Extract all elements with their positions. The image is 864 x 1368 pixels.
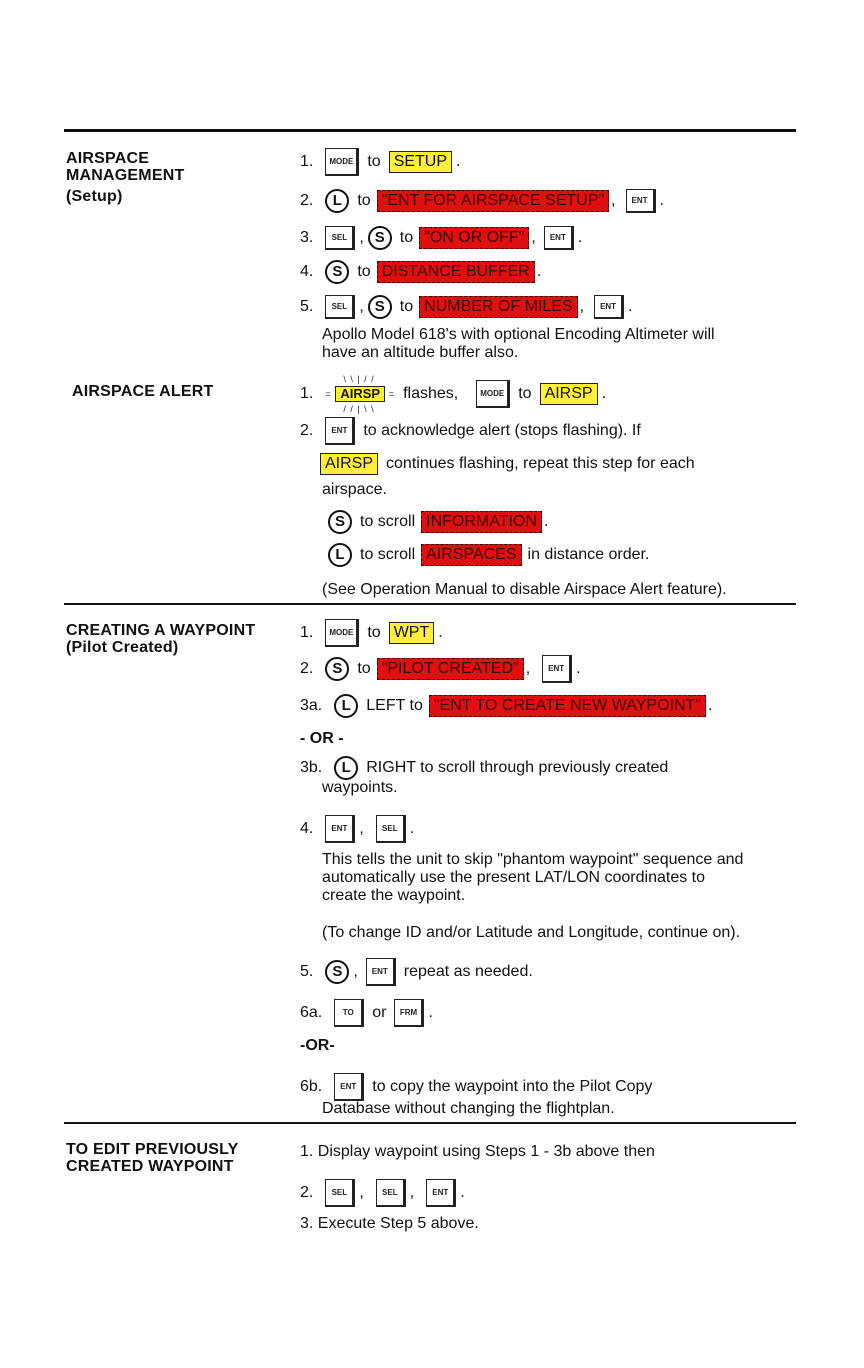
aa-continue-line: [320, 453, 699, 475]
sel-key[interactable]: SEL: [376, 815, 406, 843]
acknowledge-text: to acknowledge alert (stops flashing). If: [363, 422, 641, 439]
am-step-5: [300, 295, 633, 319]
period: .: [456, 153, 461, 170]
cw-step-1: [300, 619, 443, 647]
right-scroll-text: RIGHT to scroll through previously created: [366, 759, 669, 776]
aa-scroll-s: [328, 510, 548, 534]
step-number: 2.: [300, 660, 314, 677]
to-text: to: [399, 229, 414, 246]
step-number: 3a.: [300, 697, 323, 714]
am-step-2: [300, 189, 664, 213]
creating-waypoint-subtitle: (Pilot Created): [66, 639, 179, 656]
mode-key[interactable]: MODE: [476, 380, 510, 408]
ent-to-create-new-waypoint-display: "ENT TO CREATE NEW WAYPOINT": [429, 695, 706, 717]
cw-or-1: - OR -: [300, 730, 344, 747]
step-number: 1.: [300, 153, 314, 170]
copy-waypoint-text: to copy the waypoint into the Pilot Copy: [372, 1078, 653, 1095]
comma: ,: [531, 229, 536, 246]
pilot-created-display: "PILOT CREATED": [377, 658, 524, 680]
information-display: INFORMATION: [421, 511, 542, 533]
step-number: 6b.: [300, 1078, 323, 1095]
period: .: [707, 697, 713, 714]
setup-display: SETUP: [389, 151, 452, 173]
ent-key[interactable]: ENT: [542, 655, 572, 683]
creating-waypoint-heading: [66, 622, 296, 656]
airspace-alert-title: AIRSPACE ALERT: [72, 383, 214, 400]
ent-key[interactable]: ENT: [426, 1179, 456, 1207]
small-knob[interactable]: S: [325, 657, 349, 681]
comma: ,: [611, 192, 616, 209]
or-text: or: [372, 1004, 387, 1021]
wpt-display: WPT: [389, 622, 435, 644]
sel-key[interactable]: SEL: [376, 1179, 406, 1207]
step-number: 2.: [300, 1184, 314, 1201]
period: .: [577, 229, 583, 246]
ent-key[interactable]: ENT: [626, 189, 656, 213]
cw-step-6b-line-2: Database without changing the flightplan.: [322, 1100, 615, 1117]
comma: ,: [579, 298, 585, 315]
ent-key[interactable]: ENT: [325, 815, 355, 843]
cw-note-line-4: (To change ID and/or Latitude and Longitude, continue on).: [322, 924, 741, 941]
step-number: 4.: [300, 263, 314, 280]
ent-key[interactable]: ENT: [325, 417, 355, 445]
scroll-text: to scroll: [360, 546, 416, 563]
to-text: to: [367, 153, 381, 170]
comma: ,: [525, 660, 531, 677]
distance-order-text: in distance order.: [527, 546, 650, 563]
comma: ,: [409, 1184, 415, 1201]
airspace-alert-heading: [72, 383, 302, 400]
cw-step-2: [300, 655, 581, 683]
step-number: 1.: [300, 624, 314, 641]
am-step-3: [300, 226, 582, 250]
ent-for-airspace-setup-display: "ENT FOR AIRSPACE SETUP": [377, 190, 609, 212]
frm-key[interactable]: FRM: [394, 999, 424, 1027]
large-knob[interactable]: L: [334, 756, 358, 780]
small-knob[interactable]: S: [325, 260, 349, 284]
cw-note-line-1: This tells the unit to skip "phantom waypoint" sequence and: [322, 851, 744, 868]
sel-key[interactable]: SEL: [325, 295, 355, 319]
step-number: 1.: [300, 385, 314, 402]
cw-or-2: -OR-: [300, 1037, 335, 1054]
small-knob[interactable]: S: [325, 960, 349, 984]
step-number: 3b.: [300, 759, 323, 776]
to-text: to: [357, 192, 371, 209]
large-knob[interactable]: L: [328, 543, 352, 567]
airspace-management-heading: [66, 150, 296, 205]
to-key[interactable]: TO: [334, 999, 364, 1027]
aa-note: (See Operation Manual to disable Airspace Alert feature).: [322, 581, 727, 598]
small-knob[interactable]: S: [328, 510, 352, 534]
large-knob[interactable]: L: [334, 694, 358, 718]
aa-step-1: [300, 374, 607, 414]
period: .: [601, 385, 607, 402]
period: .: [409, 820, 415, 837]
left-to-text: LEFT to: [366, 697, 423, 714]
period: .: [543, 513, 549, 530]
ew-step-1: 1. Display waypoint using Steps 1 - 3b above then: [300, 1143, 655, 1160]
section-rule-alert-end: [64, 603, 796, 605]
creating-waypoint-title: CREATING A WAYPOINT: [66, 622, 256, 639]
period: .: [536, 263, 542, 280]
sel-key[interactable]: SEL: [325, 1179, 355, 1207]
comma: ,: [353, 963, 358, 980]
section-rule-top: [64, 129, 796, 132]
cw-step-3a: [300, 694, 712, 718]
airsp-display: AIRSP: [335, 386, 385, 402]
to-text: to: [357, 660, 371, 677]
ent-key[interactable]: ENT: [334, 1073, 364, 1101]
ent-key[interactable]: ENT: [366, 958, 396, 986]
am-step-4: [300, 260, 541, 284]
period: .: [576, 660, 581, 677]
aa-step-2: [300, 417, 645, 445]
to-text: to: [518, 385, 532, 402]
airsp-display: AIRSP: [320, 453, 378, 475]
repeat-text: repeat as needed.: [403, 963, 533, 980]
small-knob[interactable]: S: [368, 295, 392, 319]
comma: ,: [359, 1184, 364, 1201]
airspace-management-title: AIRSPACE MANAGEMENT: [66, 150, 185, 184]
ent-key[interactable]: ENT: [594, 295, 624, 319]
scroll-text: to scroll: [360, 513, 416, 530]
step-number: 5.: [300, 298, 314, 315]
aa-continue-line-2: airspace.: [322, 481, 387, 498]
small-knob[interactable]: S: [368, 226, 392, 250]
comma: ,: [359, 229, 364, 246]
airspace-management-subtitle: (Setup): [66, 188, 123, 205]
step-number: 5.: [300, 963, 314, 980]
ew-step-2: [300, 1179, 465, 1207]
aa-scroll-l: [328, 543, 653, 567]
to-text: to: [357, 263, 371, 280]
cw-note-line-2: automatically use the present LAT/LON coordinates to: [322, 869, 706, 886]
on-or-off-display: "ON OR OFF": [419, 227, 529, 249]
comma: ,: [359, 820, 364, 837]
edit-waypoint-subtitle: CREATED WAYPOINT: [66, 1158, 234, 1175]
step-number: 2.: [300, 422, 314, 439]
mode-key[interactable]: MODE: [325, 148, 359, 176]
am-note-line-2: have an altitude buffer also.: [322, 344, 519, 361]
flashes-text: flashes,: [403, 385, 459, 402]
step-number: 6a.: [300, 1004, 323, 1021]
am-note-line-1: Apollo Model 618's with optional Encoding Altimeter will: [322, 326, 715, 343]
cw-note-line-3: create the waypoint.: [322, 887, 466, 904]
section-rule-waypoint-end: [64, 1122, 796, 1124]
flashing-airsp-indicator: \ \ | / / AIRSP / / | \ \ = =: [325, 374, 396, 414]
number-of-miles-display: NUMBER OF MILES: [419, 296, 577, 318]
period: .: [628, 298, 633, 315]
period: .: [428, 1004, 433, 1021]
am-step-1: [300, 148, 460, 176]
ew-step-3: 3. Execute Step 5 above.: [300, 1215, 479, 1232]
cw-step-3b: [300, 756, 672, 780]
distance-buffer-display: DISTANCE BUFFER: [377, 261, 535, 283]
cw-step-6b: [300, 1073, 656, 1101]
continues-text: continues flashing, repeat this step for each: [386, 455, 695, 472]
comma: ,: [359, 298, 364, 315]
period: .: [438, 624, 443, 641]
cw-step-6a: [300, 999, 433, 1027]
to-text: to: [399, 298, 414, 315]
ent-key[interactable]: ENT: [544, 226, 574, 250]
step-number: 2.: [300, 192, 314, 209]
cw-step-4: [300, 815, 414, 843]
large-knob[interactable]: L: [325, 189, 349, 213]
sel-key[interactable]: SEL: [325, 226, 355, 250]
step-number: 3.: [300, 229, 314, 246]
period: .: [460, 1184, 465, 1201]
to-text: to: [367, 624, 381, 641]
cw-step-3b-line-2: waypoints.: [322, 779, 398, 796]
period: .: [659, 192, 664, 209]
step-number: 4.: [300, 820, 314, 837]
airsp-display: AIRSP: [540, 383, 598, 405]
edit-waypoint-heading: [66, 1141, 296, 1175]
airspaces-display: AIRSPACES: [421, 544, 521, 566]
mode-key[interactable]: MODE: [325, 619, 359, 647]
edit-waypoint-title: TO EDIT PREVIOUSLY: [66, 1141, 239, 1158]
cw-step-5: [300, 958, 537, 986]
